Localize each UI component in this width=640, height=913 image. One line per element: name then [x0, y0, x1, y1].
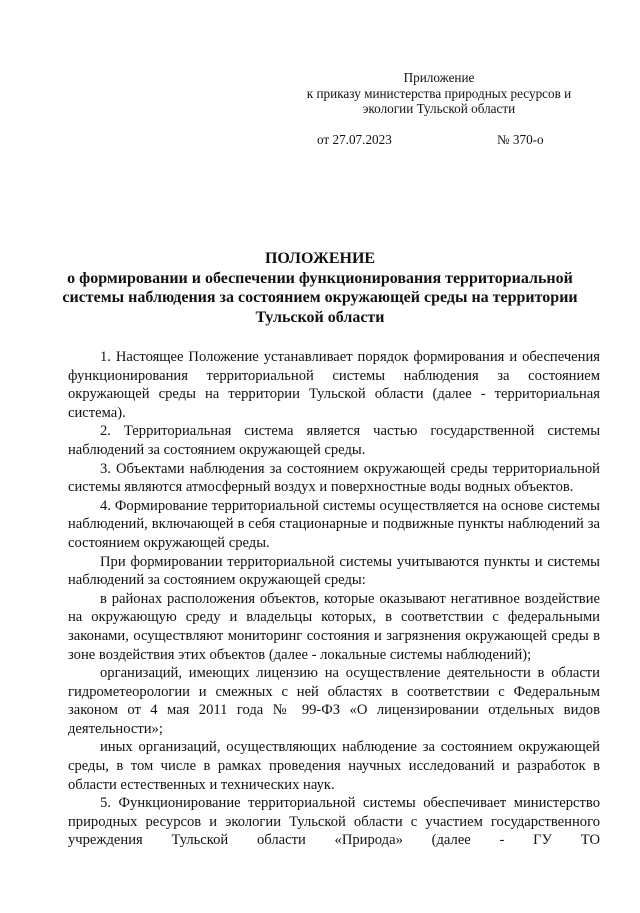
appendix-ministry-line: экологии Тульской области — [362, 101, 516, 116]
paragraph-4a: При формировании территориальной системы учитываются пункты и системы наблюдений за состоянием окружающей среды: — [68, 553, 600, 589]
paragraph-1: 1. Настоящее Положение устанавливает порядок формирования и обеспечения функционирования территориальной системы наблюдения за состоянием окружающей среды на территории Тульской области (далее - территориальная система). — [68, 349, 600, 421]
title-line-2: системы наблюдения за состоянием окружающей среды на территории — [62, 289, 578, 306]
paragraph-3: 3. Объектами наблюдения за состоянием окружающей среды территориальной системы являются атмосферный воздух и поверхностные воды водных объектов. — [68, 460, 600, 496]
paragraph-5: 5. Функционирование территориальной системы обеспечивает министерство природных ресурсов и экологии Тульской области с участием государственного учреждения Тульской области «Природа» (далее - ГУ ТО — [68, 795, 600, 849]
order-number: № 370-о — [497, 132, 544, 147]
appendix-order-line: к приказу министерства природных ресурсов и — [306, 85, 572, 101]
paragraph-2: 2. Территориальная система является частью государственной системы наблюдений за состоянием окружающей среды. — [68, 423, 600, 458]
title-main: ПОЛОЖЕНИЕ — [264, 250, 376, 267]
document-title — [60, 249, 580, 327]
paragraph-4: 4. Формирование территориальной системы осуществляется на основе системы наблюдений, включающей в себя стационарные и подвижные пункты наблюдений за состоянием окружающей среды. — [68, 497, 600, 551]
paragraph-4d: иных организаций, осуществляющих наблюдение за состоянием окружающей среды, в том числе в рамках проведения научных исследований и разработок в области естественных и технических наук. — [68, 739, 600, 793]
title-line-1: о формировании и обеспечении функционирования территориальной — [67, 269, 573, 287]
title-line-3: Тульской области — [255, 308, 385, 326]
appendix-header — [292, 70, 586, 117]
paragraph-4b: в районах расположения объектов, которые оказывают негативное воздействие на окружающую среду и владельцы которых, в соответствии с федеральными законами, осуществляют мониторинг состояния и загрязнения окружающей среды в зоне воздействия этих объектов (далее - локальные системы наблюдений); — [68, 590, 600, 663]
order-date: от 27.07.2023 — [317, 132, 392, 147]
appendix-label: Приложение — [403, 70, 475, 85]
paragraph-4c: организаций, имеющих лицензию на осуществление деятельности в области гидрометеорологии и смежных с ней областях в соответствии с Федеральным законом от 4 мая 2011 года № 99-ФЗ «О лицензировании отдельных видов деятельности»; — [68, 665, 600, 737]
document-body — [68, 348, 600, 850]
